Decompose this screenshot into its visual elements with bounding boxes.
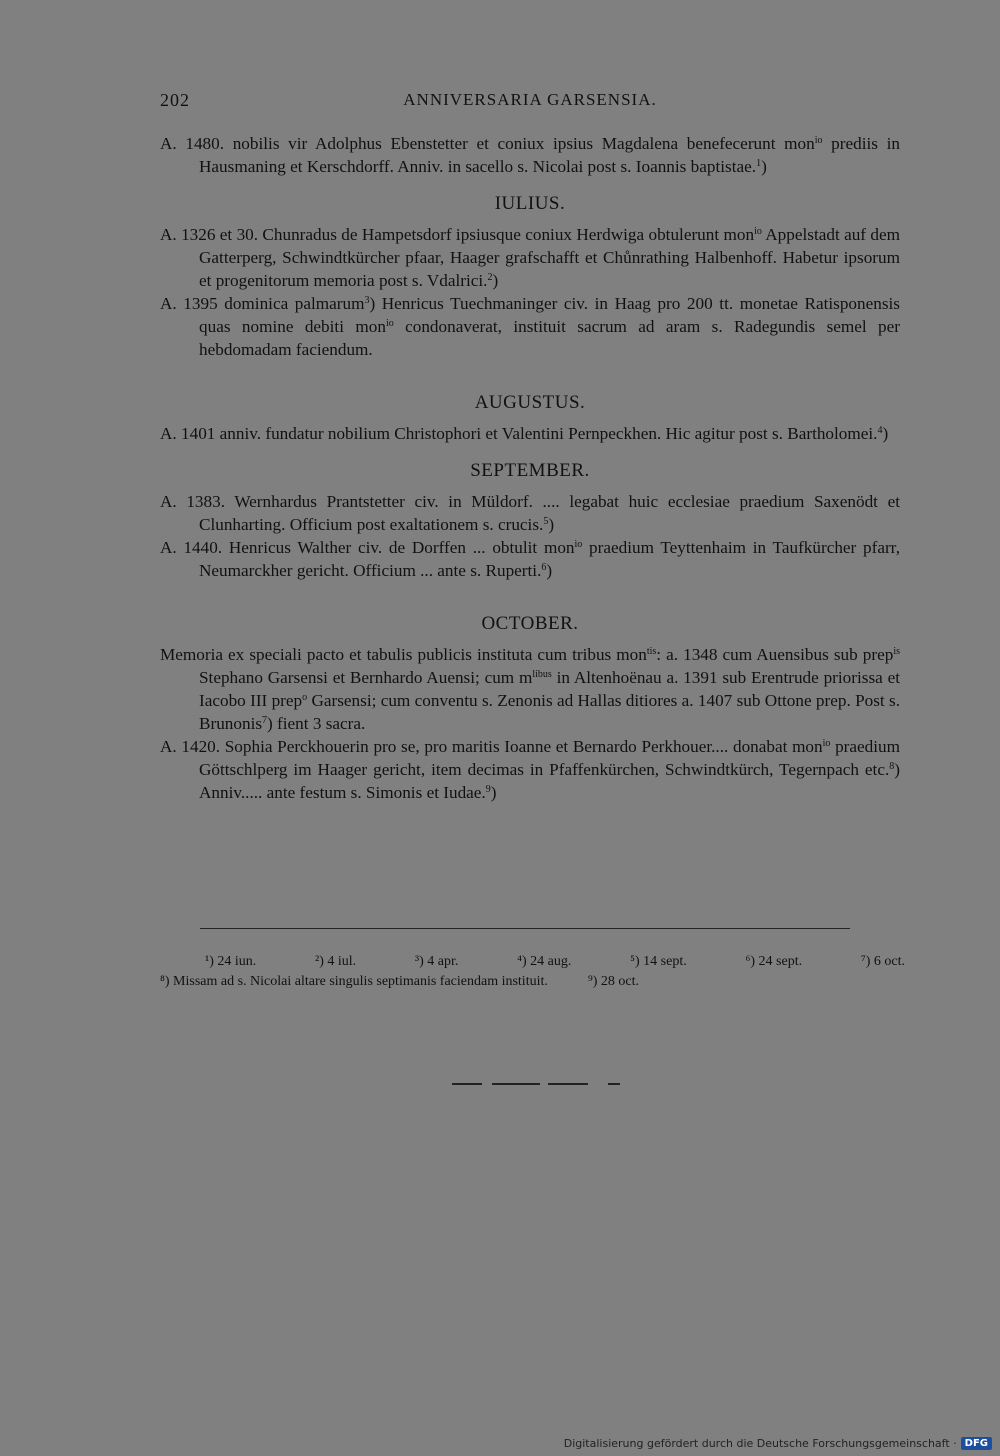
- footnotes-row-2: [160, 972, 905, 992]
- month-heading: OCTOBER.: [481, 613, 579, 634]
- digitization-footer: [564, 1434, 992, 1452]
- footnotes-row-1: [160, 952, 905, 972]
- footnote: ²) 4 iul.: [315, 954, 357, 969]
- end-dash: [608, 1083, 620, 1085]
- footnote: ⁶) 24 sept.: [745, 954, 803, 969]
- month-heading: IULIUS.: [494, 193, 566, 214]
- anniversary-entry: A. 1480. nobilis vir Adolphus Ebenstetter et coniux ipsius Magdalena benefecerunt mon$^{io}$ prediis in Hausmaning et Kerschdorff. Anniv. in sacello s. Nicolai post s. Ioannis baptistae.$^1$): [160, 134, 900, 176]
- month-heading: SEPTEMBER.: [470, 460, 590, 481]
- dfg-logo: DFG: [961, 1437, 992, 1450]
- month-heading: AUGUSTUS.: [474, 392, 586, 413]
- anniversary-entry: A. 1326 et 30. Chunradus de Hampetsdorf ipsiusque coniux Herdwiga obtulerunt mon$^{io}$ Appelstadt auf dem Gatterperg, Schwindtkürcher pfaar, Haager grafschafft et Chůnrathing Halbenhoff. Habetur ipsorum et progenitorum memoria post s. Vdalrici.$^2$): [160, 225, 900, 290]
- anniversary-entry: A. 1440. Henricus Walther civ. de Dorffen ... obtulit mon$^{io}$ praedium Teyttenhaim in Taufkürcher pfarr, Neumarckher gericht. Officium ... ante s. Ruperti.$^6$): [160, 538, 901, 580]
- running-title: ANNIVERSARIA GARSENSIA.: [403, 90, 657, 109]
- footnote: ⁵) 14 sept.: [630, 954, 687, 969]
- footer-text: Digitalisierung gefördert durch die Deutsche Forschungsgemeinschaft ·: [563, 1436, 957, 1450]
- end-dash: [492, 1083, 540, 1085]
- end-dash: [452, 1083, 482, 1085]
- footnote: ⁹) 28 oct.: [587, 974, 640, 989]
- footnote: ⁴) 24 aug.: [517, 954, 572, 969]
- page-body: [160, 132, 900, 804]
- anniversary-entry: A. 1395 dominica palmarum$^3$) Henricus Tuechmaninger civ. in Haag pro 200 tt. monetae Ratisponensis quas nomine debiti mon$^{io}$ condonaverat, instituit sacrum ad aram s. Radegundis semel per hebdomadam faciendum.: [160, 294, 901, 359]
- footnote: ⁸) Missam ad s. Nicolai altare singulis septimanis faciendam instituit.: [160, 974, 548, 989]
- anniversary-entry: Memoria ex speciali pacto et tabulis publicis instituta cum tribus mon$^{tis}$: a. 1348 cum Auensibus sub prep$^{is}$ Stephano Garsensi et Bernhardo Auensi; cum $m^{libus}$ in Altenhoënau a. 1391 sub Erentrude priorissa et Iacobo III prep$^o$ Garsensi; cum conventu s. Zenonis ad Hallas ditiores a. 1407 sub Ottone prep. Post s. Brunonis$^7$) fient 3 sacra.: [160, 645, 901, 733]
- footnotes: [160, 952, 905, 992]
- anniversary-entry: A. 1401 anniv. fundatur nobilium Christophori et Valentini Pernpeckhen. Hic agitur post s. Bartholomei.$^4$): [160, 424, 889, 443]
- footnote-rule: [200, 928, 850, 929]
- footnote: ⁷) 6 oct.: [860, 954, 905, 969]
- anniversary-entry: A. 1383. Wernhardus Prantstetter civ. in Müldorf. .... legabat huic ecclesiae praedium Saxenödt et Clunharting. Officium post exaltationem s. crucis.$^5$): [160, 492, 900, 534]
- end-dash: [548, 1083, 588, 1085]
- page-number: 202: [160, 90, 190, 110]
- footnote: ¹) 24 iun.: [205, 954, 257, 969]
- footnote: ³) 4 apr.: [414, 954, 459, 969]
- page-header: [160, 90, 900, 114]
- anniversary-entry: A. 1420. Sophia Perckhouerin pro se, pro maritis Ioanne et Bernardo Perkhouer.... donabat mon$^{io}$ praedium Göttschlperg im Haager gericht, item decimas in Pfaffenkürchen, Schwindtkürch, Tegernpach etc.$^8$) Anniv..... ante festum s. Simonis et Iudae.$^9$): [160, 737, 900, 802]
